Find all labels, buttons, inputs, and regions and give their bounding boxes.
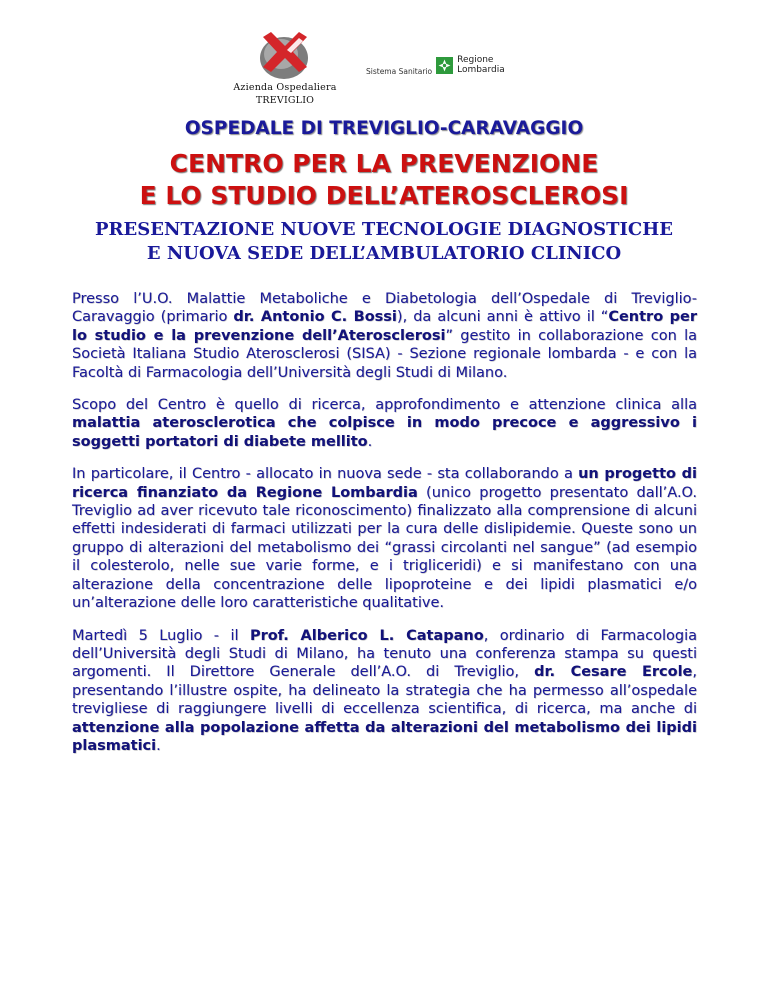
p2-text-2: . (367, 433, 373, 450)
article-body (72, 290, 697, 769)
subtitle-line2: E NUOVA SEDE DELL’AMBULATORIO CLINICO (146, 243, 622, 264)
subtitle (0, 218, 768, 266)
centre-title (0, 148, 768, 212)
p2-text-1: Scopo del Centro è quello di ricerca, approfondimento e attenzione clinica alla (72, 397, 697, 414)
p1-text-1: Presso l’U.O. Malattie Metaboliche e Diabetologia dell’Ospedale di Treviglio-Caravaggio (primario (72, 291, 697, 326)
p1-text-2: ), da alcuni anni è attivo il “ (396, 309, 609, 326)
p4-text-1: Martedì 5 Luglio - il (72, 627, 250, 644)
regione-rose-icon (436, 57, 453, 74)
regione-prefix: Sistema Sanitario (366, 66, 433, 76)
regione-line2: Lombardia (457, 65, 505, 75)
subtitle-line1: PRESENTAZIONE NUOVE TECNOLOGIE DIAGNOSTICHE (95, 219, 673, 240)
hospital-logo-line1: Azienda Ospedaliera (233, 82, 337, 93)
p4-text-4: . (156, 737, 161, 754)
p4-bold-3: attenzione alla popolazione affetta da alterazioni del metabolismo dei lipidi plasmatici (72, 719, 697, 754)
regione-name (457, 55, 505, 75)
hospital-cross-logo-icon (257, 28, 313, 80)
p3-bold-1: un progetto di ricerca finanziato da Regione Lombardia (72, 466, 697, 501)
p4-bold-1: Prof. Alberico L. Catapano (249, 627, 484, 644)
paragraph-1 (72, 290, 697, 382)
hospital-logo (225, 28, 345, 112)
regione-line1: Regione (457, 55, 494, 65)
hospital-logo-line2: TREVIGLIO (255, 95, 315, 106)
paragraph-3 (72, 465, 697, 612)
p4-bold-2: dr. Cesare Ercole (534, 664, 693, 681)
paragraph-4 (72, 627, 697, 756)
centre-title-line2: E LO STUDIO DELL’ATEROSCLEROSI (139, 181, 629, 210)
p1-text-3: ” gestito in collaborazione con la Società Italiana Studio Aterosclerosi (SISA) - Sezione regionale lombarda - e con la Facoltà di Farmacologia dell’Università degli Studi di Milano. (72, 327, 697, 381)
regione-logo (366, 50, 505, 80)
p4-text-3: , presentando l’illustre ospite, ha delineato la strategia che ha permesso all’ospedale trevigliese di raggiungere livelli di eccellenza scientifica, di ricerca, ma anche di (72, 664, 697, 718)
p4-text-2: , ordinario di Farmacologia dell’Università degli Studi di Milano, ha tenuto una conferenza stampa su questi argomenti. Il Direttore Generale dell’A.O. di Treviglio, (72, 627, 697, 681)
p1-bold-1: dr. Antonio C. Bossi (233, 309, 397, 326)
paragraph-2 (72, 396, 697, 451)
p3-text-2: (unico progetto presentato dall’A.O. Treviglio ad aver ricevuto tale riconoscimento) finalizzato alla comprensione di alcuni effetti indesiderati di farmaci utilizzati per la cura delle dislipidemie. Queste sono un gruppo di alterazioni del metabolismo dei “grassi circolanti nel sangue” (ad esempio il colesterolo, nelle sue varie forme, e i trigliceridi) e si manifestano con una alterazione della concentrazione delle lipoproteine e dei lipidi plasmatici e/o un’alterazione delle loro caratteristiche qualitative. (72, 484, 697, 612)
p3-text-1: In particolare, il Centro - allocato in nuova sede - sta collaborando a (72, 466, 579, 483)
centre-title-line1: CENTRO PER LA PREVENZIONE (169, 149, 599, 178)
p2-bold-1: malattia aterosclerotica che colpisce in modo precoce e aggressivo i soggetti portatori di diabete mellito (72, 415, 697, 450)
hospital-title: OSPEDALE DI TREVIGLIO-CARAVAGGIO (184, 118, 584, 139)
p1-bold-2: Centro per lo studio e la prevenzione dell’Aterosclerosi (72, 309, 697, 344)
